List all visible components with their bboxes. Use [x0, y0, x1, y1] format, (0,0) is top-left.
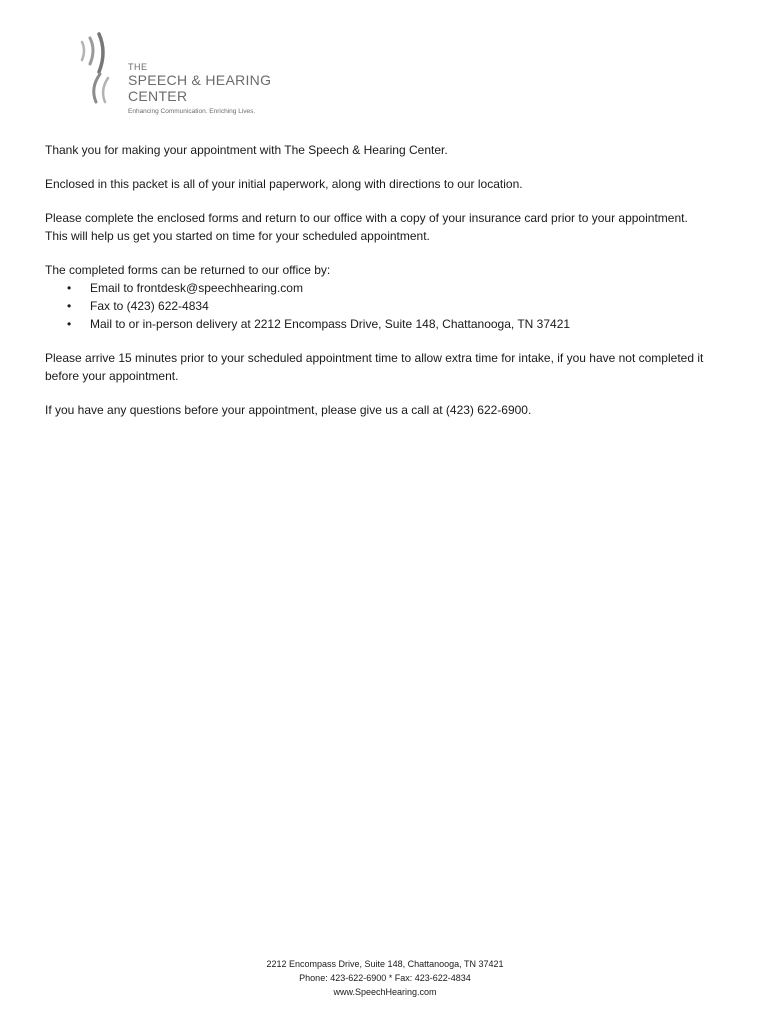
return-methods-list — [45, 279, 705, 333]
list-item — [45, 279, 705, 297]
list-item — [45, 315, 705, 333]
footer-address: 2212 Encompass Drive, Suite 148, Chattanooga, TN 37421 — [266, 959, 504, 969]
return-methods-heading: The completed forms can be returned to our office by: — [45, 263, 331, 277]
page-footer — [0, 957, 770, 999]
logo-text-speech-hearing: SPEECH & HEARING — [128, 72, 272, 88]
bullet-icon: • — [67, 317, 72, 331]
company-logo — [72, 30, 292, 122]
instructions-paragraph: Please complete the enclosed forms and return to our office with a copy of your insurance card prior to your appointment. This will help us get you started on time for your scheduled appointment. — [45, 211, 688, 243]
thank-you-paragraph: Thank you for making your appointment with The Speech & Hearing Center. — [45, 143, 448, 157]
logo-tagline: Enhancing Communication. Enriching Lives. — [128, 108, 256, 115]
sound-wave-icon — [72, 30, 128, 110]
method-mail: Mail to or in-person delivery at 2212 Encompass Drive, Suite 148, Chattanooga, TN 37421 — [90, 317, 571, 331]
method-email: Email to frontdesk@speechhearing.com — [90, 281, 303, 295]
method-fax: Fax to (423) 622-4834 — [90, 299, 209, 313]
bullet-icon: • — [67, 299, 72, 313]
questions-paragraph: If you have any questions before your appointment, please give us a call at (423) 622-6900. — [45, 403, 532, 417]
logo-text-center: CENTER — [128, 88, 188, 104]
footer-website: www.SpeechHearing.com — [333, 987, 437, 997]
bullet-icon: • — [67, 281, 72, 295]
logo-text-the: THE — [128, 62, 148, 72]
letter-body — [45, 141, 705, 435]
footer-phone-fax: Phone: 423-622-6900 * Fax: 423-622-4834 — [299, 973, 471, 983]
list-item — [45, 297, 705, 315]
enclosed-paragraph: Enclosed in this packet is all of your initial paperwork, along with directions to our location. — [45, 177, 523, 191]
arrival-paragraph: Please arrive 15 minutes prior to your scheduled appointment time to allow extra time for intake, if you have not completed it before your appointment. — [45, 351, 704, 383]
